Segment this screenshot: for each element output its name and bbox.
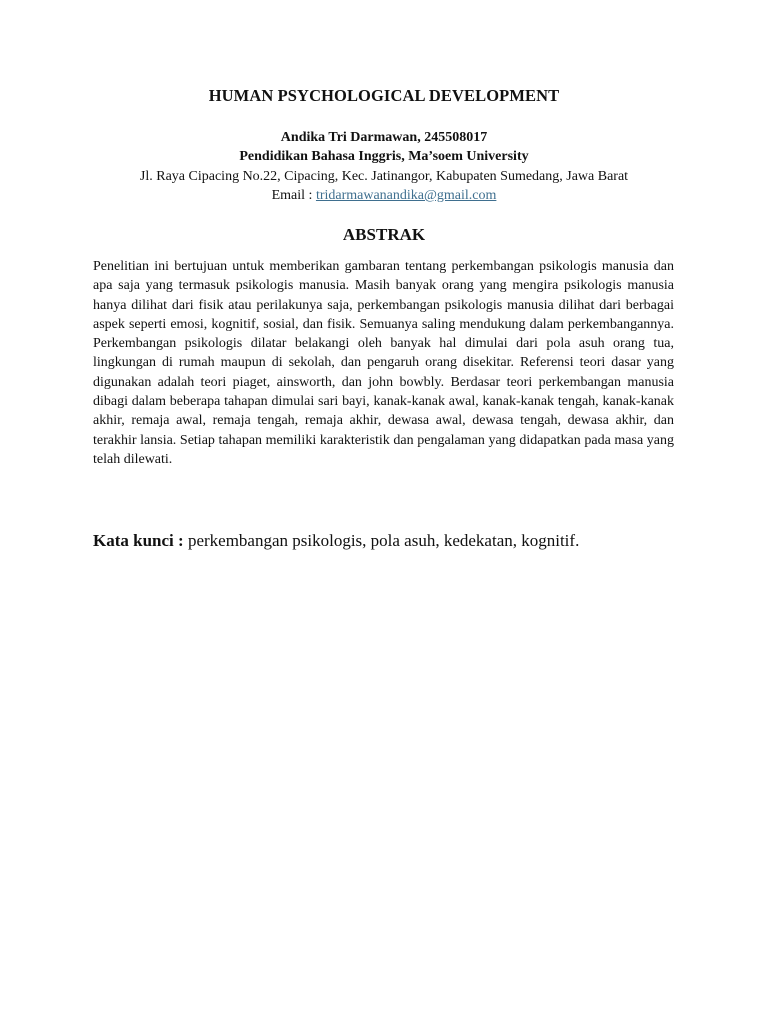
author-block [0, 128, 768, 205]
paper-title: HUMAN PSYCHOLOGICAL DEVELOPMENT [208, 86, 560, 105]
author-name-id: Andika Tri Darmawan, 245508017 [280, 130, 488, 145]
author-affiliation: Pendidikan Bahasa Inggris, Ma’soem University [239, 149, 529, 165]
abstract-heading: ABSTRAK [342, 225, 426, 244]
keywords-label: Kata kunci : [93, 531, 184, 550]
keywords-text: perkembangan psikologis, pola asuh, kedekatan, kognitif. [183, 531, 580, 550]
email-link[interactable]: tridarmawanandika@gmail.com [315, 187, 497, 203]
email-label: Email : [271, 187, 316, 203]
author-email-line [0, 186, 768, 205]
abstract-body: Penelitian ini bertujuan untuk memberikan gambaran tentang perkembangan psikologis manusia dan apa saja yang termasuk psikologis manusia. Masih banyak orang yang mengira psikologis manusia hanya dilihat dari fisik atau perilakunya saja, perkembangan psikologis manusia dilihat dari berbagai aspek seperti emosi, kognitif, sosial, dan fisik. Semuanya saling mendukung dalam perkembangannya. Perkembangan psikologis dilatar belakangi oleh banyak hal dimulai dari pola asuh orang tua, lingkungan di rumah maupun di sekolah, dan pengaruh orang disekitar. Referensi teori dasar yang digunakan adalah teori piaget, ainsworth, dan john bowbly. Berdasar teori perkembangan manusia dibagi dalam beberapa tahapan dimulai sari bayi, kanak-kanak awal, kanak-kanak tengah, kanak-kanak akhir, remaja awal, remaja tengah, remaja akhir, dewasa awal, dewasa tengah, dewasa akhir, dan terakhir lansia. Setiap tahapan memiliki karakteristik dan pengalaman yang didapatkan pada masa yang telah dilewati. [93, 259, 674, 467]
keywords-line [93, 530, 693, 552]
author-address: Jl. Raya Cipacing No.22, Cipacing, Kec. Jatinangor, Kabupaten Sumedang, Jawa Barat [139, 168, 629, 184]
